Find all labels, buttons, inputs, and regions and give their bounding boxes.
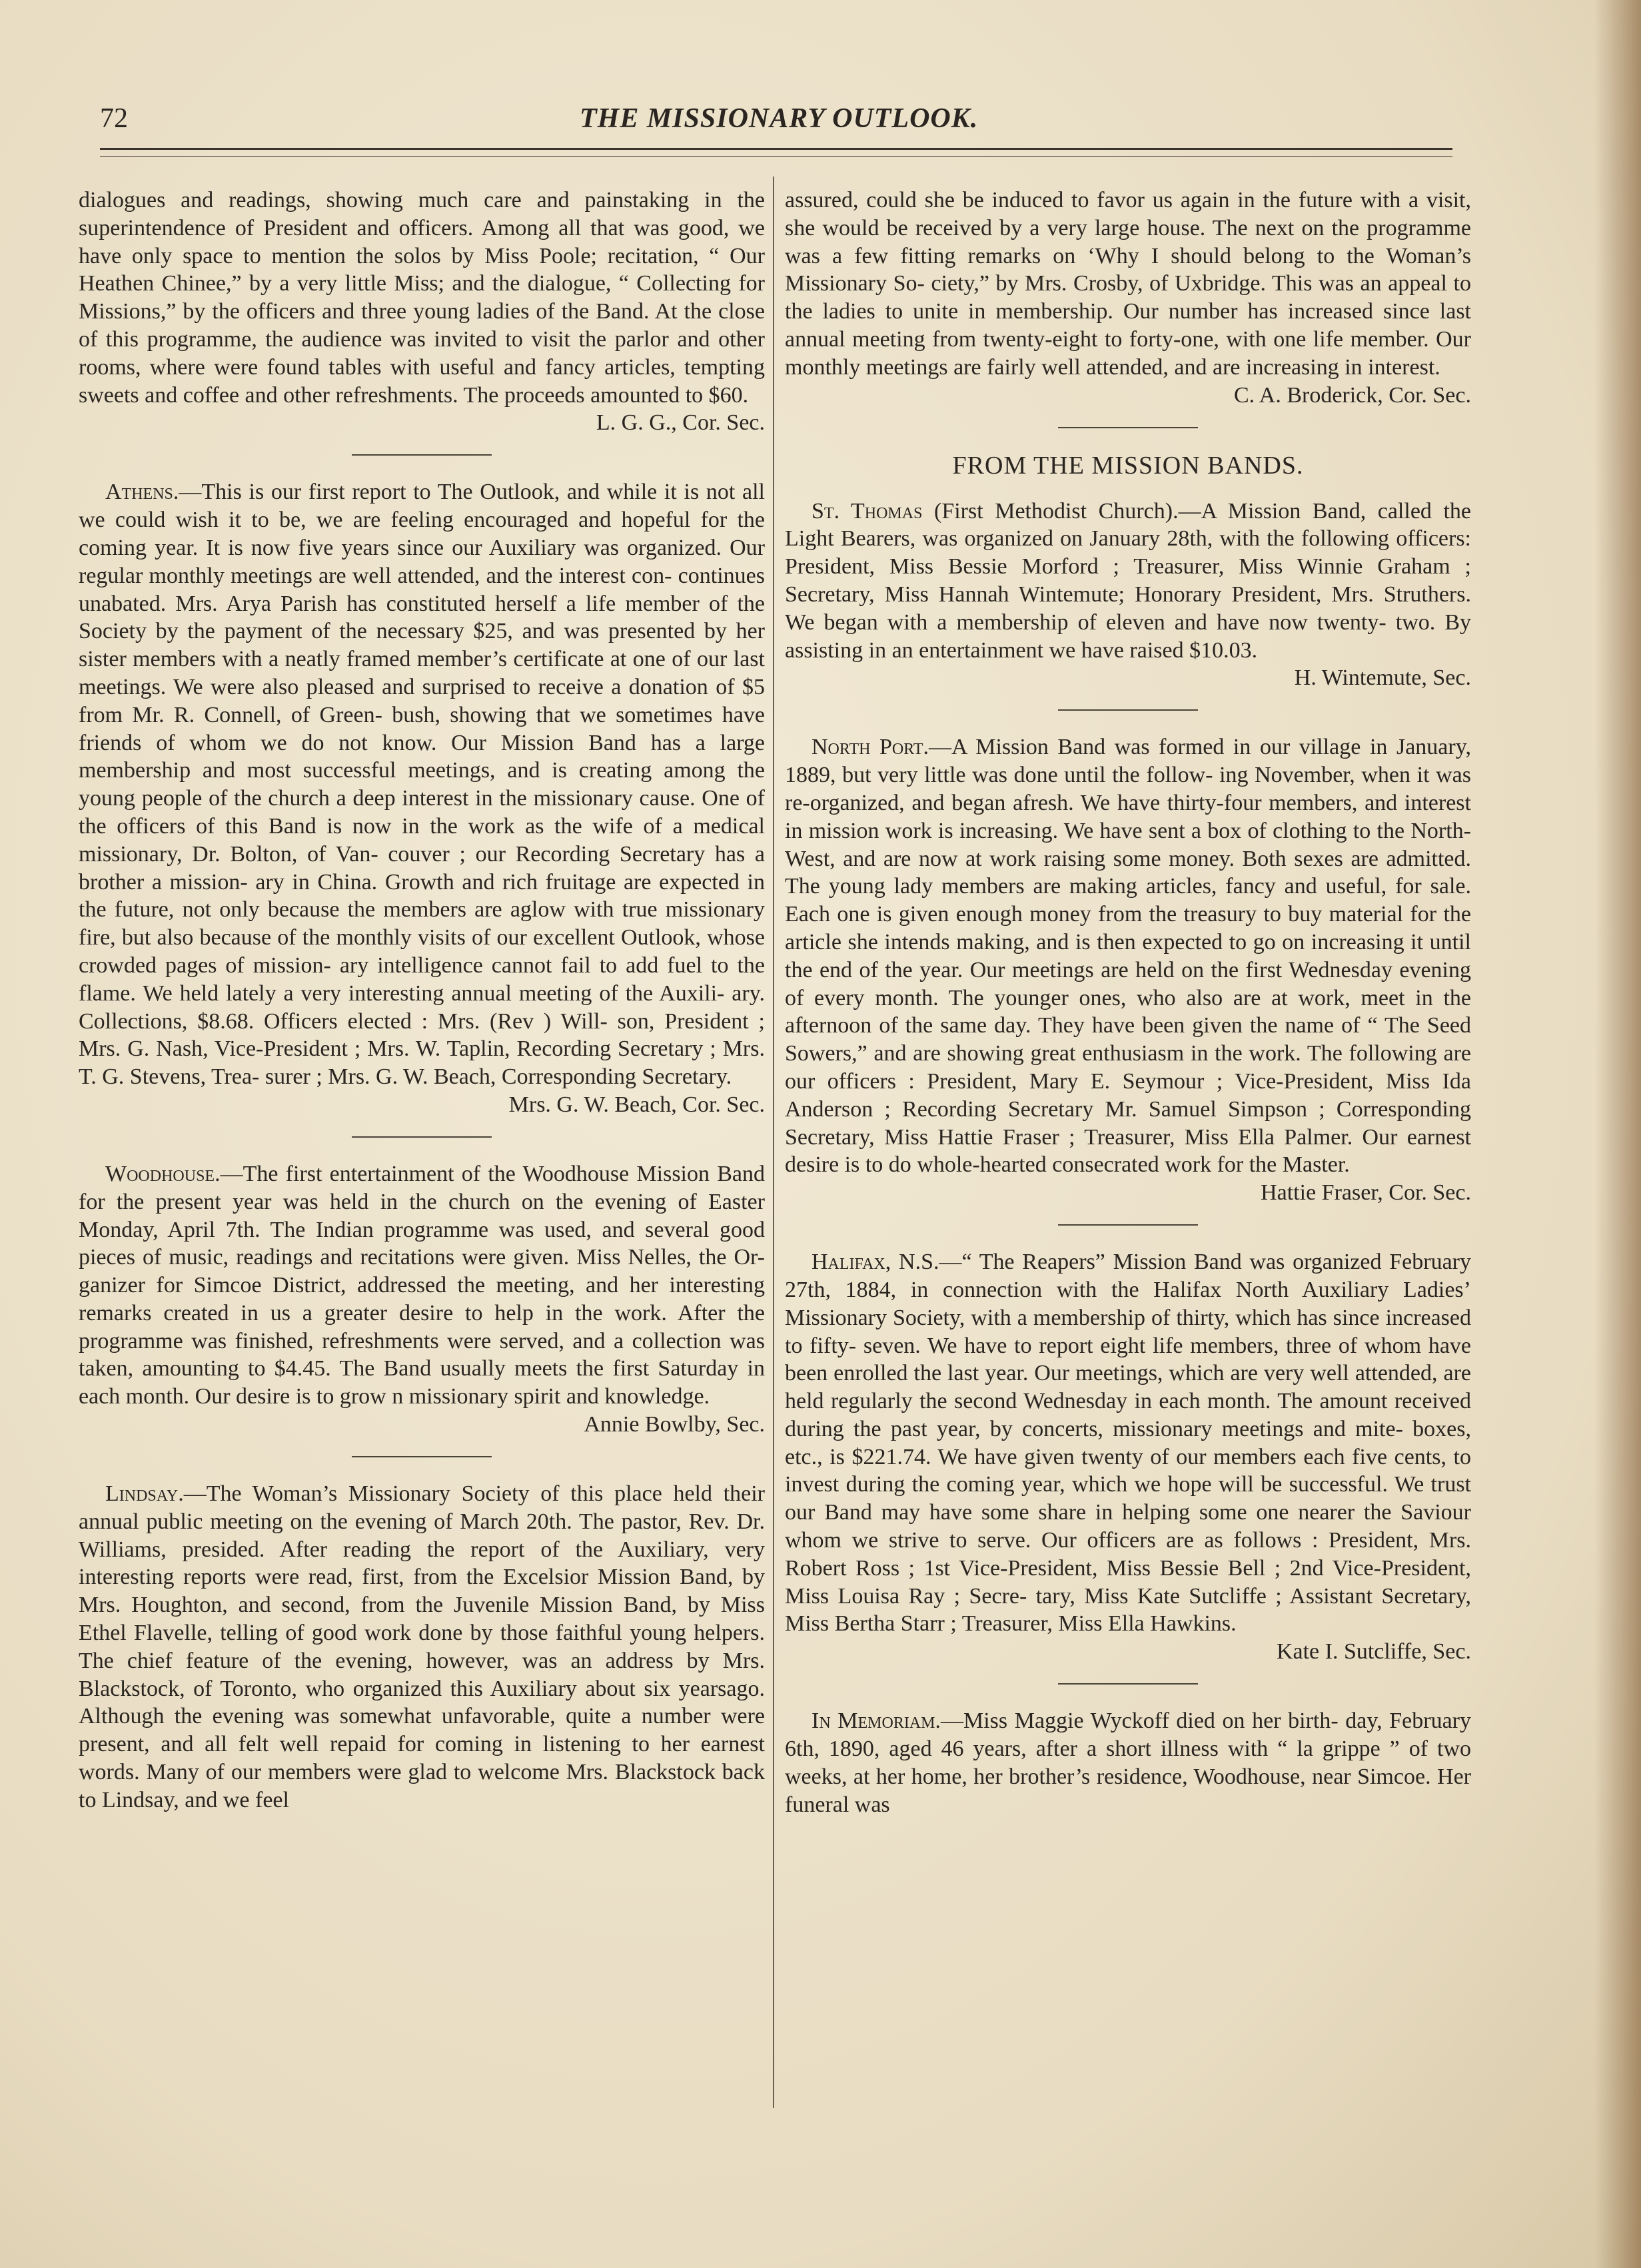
- journal-title: THE MISSIONARY OUTLOOK.: [580, 103, 979, 134]
- lindsay-report: [79, 1480, 765, 1814]
- separator: [1058, 709, 1198, 711]
- right-column: [785, 187, 1471, 1818]
- separator: [352, 1136, 492, 1138]
- memoriam-heading: In Memoriam.: [812, 1708, 941, 1734]
- continued-signature: C. A. Broderick, Cor. Sec.: [1233, 382, 1471, 408]
- intro-signature: L. G. G., Cor. Sec.: [596, 410, 765, 436]
- halifax-report: [785, 1248, 1471, 1638]
- separator: [1058, 427, 1198, 428]
- north-port-heading: North Port.: [812, 735, 929, 760]
- column-divider: [773, 177, 774, 2108]
- north-port-report: [785, 733, 1471, 1179]
- athens-text: —This is our first report to The Outlook, and while it is not all we could wish it to be, we are feeling encouraged and hopeful for the coming year. It is now five years since our Auxiliary was organized. Our regular monthly meetings are well attended, and the interest con- continues unabated. Mrs. Arya Parish has constituted herself a life member of the Society by the payment of the necessary $25, and was presented by her sister members with a neatly framed member’s certificate at one of our last meetings. We were also pleased and surprised to receive a donation of $5 from Mr. R. Connell, of Green- bush, showing that we sometimes have friends of whom we do not know. Our Mission Band has a large membership and most successful meetings, and is creating among the young people of the church a deep interest in the missionary cause. One of the officers of this Band is now in the work as the wife of a medical missionary, Dr. Bolton, of Van- couver ; our Recording Secretary has a brother a mission- ary in China. Growth and rich fruitage are expected in the future, not only because the members are aglow with true missionary fire, but also because of the monthly visits of our excellent Outlook, whose crowded pages of mission- ary intelligence cannot fail to add fuel to the flame. We held lately a very interesting annual meeting of the Auxili- ary. Collections, $8.68. Officers elected : Mrs. (Rev ) Will- son, President ; Mrs. G. Nash, Vice-President ; Mrs. W. Taplin, Recording Secretary ; Mrs. T. G. Stevens, Trea- surer ; Mrs. G. W. Beach, Corresponding Secretary.: [79, 480, 765, 1090]
- lindsay-text: —The Woman’s Missionary Society of this place held their annual public meeting on the evening of March 20th. The pastor, Rev. Dr. Williams, presided. After reading the report of the Auxiliary, very interesting reports were read, first, from the Excelsior Mission Band, by Mrs. Houghton, and second, from the Juvenile Mission Band, by Miss Ethel Flavelle, telling of good work done by those faithful young helpers. The chief feature of the evening, however, was an address by Mrs. Blackstock, of Toronto, who organized this Auxiliary about six yearsago. Although the evening was somewhat unfavorable, quite a number were present, and all felt well repaid for coming in listening to her earnest words. Many of our members were glad to welcome Mrs. Blackstock back to Lindsay, and we feel: [79, 1481, 765, 1812]
- halifax-text: N.S.—“ The Reapers” Mission Band was organized February 27th, 1884, in connection with the Halifax North Auxiliary Ladies’ Missionary Society, with a membership of thirty, which has since increased to fifty- seven. We have to report eight life members, three of whom have been enrolled the last year. Our meetings, which are very well attended, are held regularly the second Wednesday in each month. The amount received during the past year, by concerts, missionary meetings and mite- boxes, etc., is $221.74. We have given twenty of our members each five cents, to invest during the coming year, which we hope will be successful. We trust our Band may have some share in helping some one nearer the Saviour whom we strive to serve. Our officers are as follows : President, Mrs. Robert Ross ; 1st Vice-President, Miss Bessie Bell ; 2nd Vice-President, Miss Louisa Ray ; Secre- tary, Miss Kate Sutcliffe ; Assistant Secretary, Miss Bertha Starr ; Treasurer, Miss Ella Hawkins.: [785, 1250, 1471, 1637]
- header-rule-thin: [100, 156, 1452, 157]
- header-rule: [100, 148, 1452, 150]
- north-port-text: —A Mission Band was formed in our village in January, 1889, but very little was done until the follow- ing November, when it was re-organized, and began afresh. We have thirty-four members, and interest in mission work is increasing. We have sent a box of clothing to the North-West, and are now at work raising some money. Both sexes are admitted. The young lady members are making articles, fancy and useful, for sale. Each one is given enough money from the treasury to buy material for the article she intends making, and is then expected to go on increasing it until the end of the year. Our meetings are held on the first Wednesday evening of every month. The younger ones, who also are at work, meet in the afternoon of the same day. They have been given the name of “ The Seed Sowers,” and are showing great enthusiasm in the work. The following are our officers : President, Mary E. Seymour ; Vice-President, Miss Ida Anderson ; Recording Secretary Mr. Samuel Simpson ; Corresponding Secretary, Miss Hattie Fraser ; Treasurer, Miss Ella Palmer. Our earnest desire is to do whole-hearted consecrated work for the Master.: [785, 735, 1471, 1178]
- north-port-signature: Hattie Fraser, Cor. Sec.: [1261, 1180, 1471, 1206]
- woodhouse-signature: Annie Bowlby, Sec.: [584, 1412, 765, 1437]
- page-header: [100, 100, 1452, 147]
- athens-signature: Mrs. G. W. Beach, Cor. Sec.: [508, 1092, 765, 1117]
- athens-report: [79, 478, 765, 1091]
- section-heading: FROM THE MISSION BANDS.: [952, 451, 1304, 480]
- separator: [352, 1456, 492, 1457]
- left-column: [79, 187, 765, 1814]
- halifax-heading: Halifax,: [812, 1250, 891, 1275]
- lindsay-heading: Lindsay.: [105, 1481, 184, 1507]
- woodhouse-heading: Woodhouse.: [105, 1161, 221, 1186]
- halifax-signature: Kate I. Sutcliffe, Sec.: [1276, 1639, 1471, 1665]
- st-thomas-heading: St. Thomas: [812, 498, 923, 524]
- athens-heading: Athens.: [105, 480, 179, 505]
- separator: [1058, 1683, 1198, 1685]
- st-thomas-signature: H. Wintemute, Sec.: [1294, 665, 1471, 691]
- separator: [1058, 1224, 1198, 1226]
- intro-paragraph: dialogues and readings, showing much care and painstaking in the superintendence of President and officers. Among all that was good, we have only space to mention the solos by Miss Poole; recitation, “ Our Heathen Chinee,” by a very little Miss; and the dialogue, “ Collecting for Missions,” by the officers and three young ladies of the Band. At the close of this programme, the audience was invited to visit the parlor and other rooms, where were found tables with useful and fancy articles, tempting sweets and coffee and other refreshments. The proceeds amounted to $60.: [79, 188, 765, 408]
- page-number: 72: [100, 103, 128, 134]
- st-thomas-report: [785, 498, 1471, 665]
- woodhouse-report: [79, 1160, 765, 1411]
- memoriam-text: —Miss Maggie Wyckoff died on her birth- day, February 6th, 1890, aged 46 years, after a short illness with “ la grippe ” of two weeks, at her home, her brother’s residence, Woodhouse, near Simcoe. Her funeral was: [785, 1708, 1471, 1817]
- continued-paragraph: assured, could she be induced to favor us again in the future with a visit, she would be received by a very large house. The next on the programme was a few fitting remarks on ‘Why I should belong to the Woman’s Missionary So- ciety,” by Mrs. Crosby, of Uxbridge. This was an appeal to the ladies to unite in membership. Our number has increased since last annual meeting from twenty-eight to forty-one, with one life member. Our monthly meetings are fairly well attended, and are increasing in interest.: [785, 188, 1471, 380]
- separator: [352, 454, 492, 456]
- woodhouse-text: —The first entertainment of the Woodhouse Mission Band for the present year was held in the church on the evening of Easter Monday, April 7th. The Indian programme was used, and several good pieces of music, readings and recitations were given. Miss Nelles, the Or- ganizer for Simcoe District, addressed the meeting, and her interesting remarks created in us a greater desire to help in the work. After the programme was finished, refreshments were served, and a collection was taken, amounting to $4.45. The Band usually meets the first Saturday in each month. Our desire is to grow n missionary spirit and knowledge.: [79, 1161, 765, 1409]
- book-spine-shadow: [1594, 0, 1641, 2268]
- st-thomas-text: (First Methodist Church).—A Mission Band, called the Light Bearers, was organized on January 28th, with the following officers: President, Miss Bessie Morford ; Treasurer, Miss Winnie Graham ; Secretary, Miss Hannah Wintemute; Honorary President, Mrs. Struthers. We began with a membership of eleven and have now twenty- two. By assisting in an entertainment we have raised $10.03.: [785, 498, 1471, 663]
- memoriam-report: [785, 1707, 1471, 1818]
